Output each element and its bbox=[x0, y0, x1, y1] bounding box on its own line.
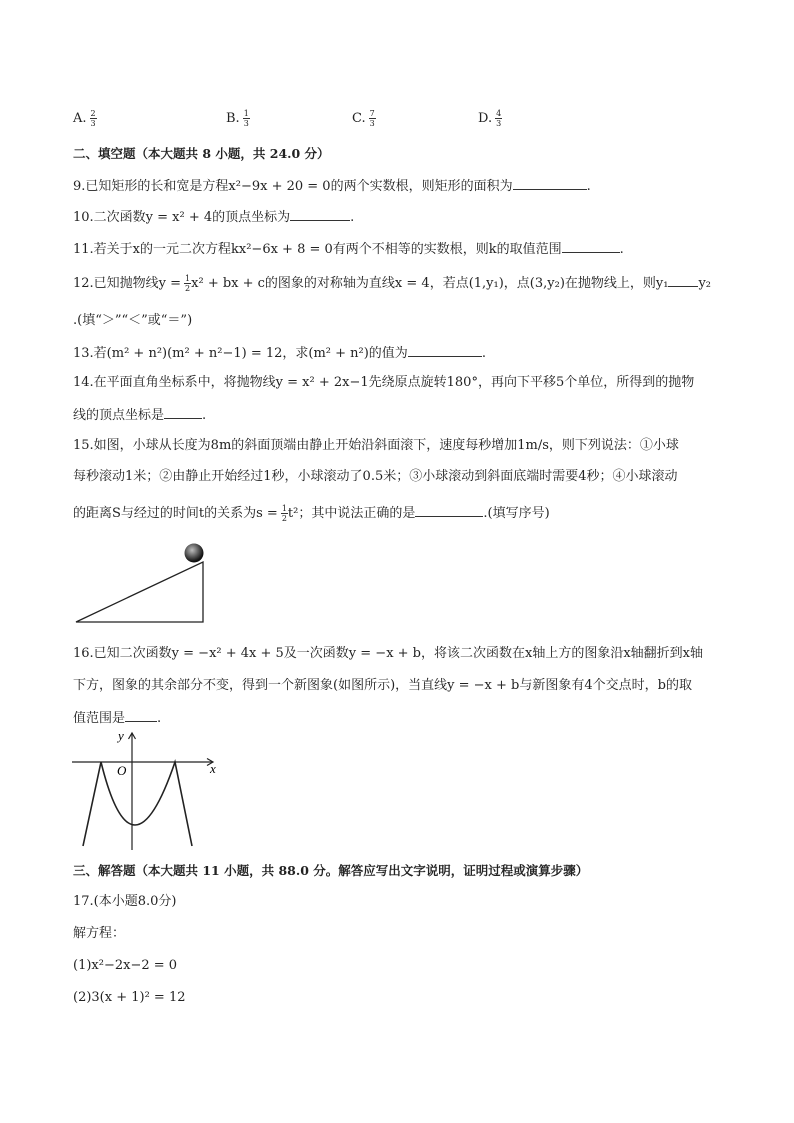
answer-blank[interactable] bbox=[125, 709, 157, 722]
question-10-text: 10.二次函数y = x² + 4的顶点坐标为 bbox=[73, 210, 291, 225]
question-12 bbox=[73, 274, 711, 293]
option-d-fraction: $\frac{4}{3}$ bbox=[496, 109, 502, 128]
question-12-line-2: .(填“＞”“＜”或“＝”) bbox=[73, 313, 193, 328]
question-14-line-1: 14.在平面直角坐标系中，将抛物线y = x² + 2x−1先绕原点旋转180°，再向下平移5个单位，所得到的抛物 bbox=[73, 375, 695, 390]
question-10 bbox=[73, 208, 354, 226]
question-14-end: . bbox=[202, 408, 207, 423]
section-heading-fill-in: 二、填空题（本大题共 8 小题，共 24.0 分） bbox=[73, 146, 330, 161]
question-16-text: 值范围是 bbox=[73, 711, 126, 726]
question-15-fraction: $\frac{1}{2}$ bbox=[281, 504, 287, 523]
question-12-text-c: y₂ bbox=[698, 276, 712, 291]
question-12-text-b: x² + bx + c的图象的对称轴为直线x = 4，若点(1,y₁)，点(3,y₂)在抛物线上，则y₁ bbox=[191, 276, 669, 291]
answer-blank[interactable] bbox=[408, 344, 482, 357]
question-15-line-2: 每秒滚动1米；②由静止开始经过1秒，小球滚动了0.5米；③小球滚动到斜面底端时需要4秒；④小球滚动 bbox=[73, 469, 678, 484]
answer-blank[interactable] bbox=[290, 208, 350, 221]
incline-triangle bbox=[76, 562, 203, 622]
ball-icon bbox=[185, 544, 204, 563]
question-16-end: . bbox=[157, 711, 162, 726]
question-14-line-2 bbox=[73, 406, 206, 424]
question-15-line-1: 15.如图，小球从长度为8m的斜面顶端由静止开始沿斜面滚下，速度每秒增加1m/s，则下列说法：①小球 bbox=[73, 438, 679, 453]
answer-blank[interactable] bbox=[164, 406, 202, 419]
option-a-fraction: $\frac{2}{3}$ bbox=[90, 109, 96, 128]
folded-curve bbox=[83, 762, 192, 846]
option-d-label: D. bbox=[478, 111, 493, 126]
question-13 bbox=[73, 344, 486, 362]
question-17-prompt: 解方程： bbox=[73, 926, 126, 941]
answer-blank[interactable] bbox=[513, 177, 587, 190]
question-11 bbox=[73, 240, 624, 258]
question-17-part-1: (1)x²−2x−2 = 0 bbox=[73, 958, 178, 973]
question-13-text: 13.若(m² + n²)(m² + n²−1) = 12，求(m² + n²)的值为 bbox=[73, 346, 408, 361]
question-17-part-2: (2)3(x + 1)² = 12 bbox=[73, 990, 186, 1005]
option-a-label: A. bbox=[73, 111, 87, 126]
question-15-text-a: 的距离S与经过的时间t的关系为s = bbox=[73, 506, 278, 521]
section-heading-solve: 三、解答题（本大题共 11 小题，共 88.0 分。解答应写出文字说明，证明过程或演算步骤） bbox=[73, 863, 589, 878]
folded-parabola-graph bbox=[68, 728, 224, 852]
question-16-line-1: 16.已知二次函数y = −x² + 4x + 5及一次函数y = −x + b，将该二次函数在x轴上方的图象沿x轴翻折到x轴 bbox=[73, 646, 703, 661]
question-16-line-2: 下方，图象的其余部分不变，得到一个新图象(如图所示)，当直线y = −x + b与新图象有4个交点时，b的取 bbox=[73, 678, 692, 693]
answer-blank[interactable] bbox=[668, 274, 698, 287]
question-12-fraction: $\frac{1}{2}$ bbox=[185, 274, 191, 293]
option-c bbox=[352, 109, 376, 128]
incline-ball-figure bbox=[70, 540, 210, 626]
question-12-text-a: 12.已知抛物线y = bbox=[73, 276, 182, 291]
question-17-title: 17.(本小题8.0分) bbox=[73, 894, 177, 909]
question-15-text-c: .(填写序号) bbox=[483, 506, 550, 521]
question-13-end: . bbox=[481, 346, 486, 361]
question-9-end: . bbox=[586, 179, 591, 194]
question-15-text-b: t²；其中说法正确的是 bbox=[287, 506, 416, 521]
question-11-text: 11.若关于x的一元二次方程kx²−6x + 8 = 0有两个不相等的实数根，则k的取值范围 bbox=[73, 242, 562, 257]
answer-blank[interactable] bbox=[562, 240, 620, 253]
question-11-end: . bbox=[619, 242, 624, 257]
option-b-fraction: $\frac{1}{3}$ bbox=[243, 109, 249, 128]
question-14-text: 线的顶点坐标是 bbox=[73, 408, 165, 423]
question-16-line-3 bbox=[73, 709, 161, 727]
option-b-label: B. bbox=[226, 111, 240, 126]
origin-label: O bbox=[117, 763, 127, 778]
y-axis-label: y bbox=[118, 728, 124, 743]
question-9-text: 9.已知矩形的长和宽是方程x²−9x + 20 = 0的两个实数根，则矩形的面积为 bbox=[73, 179, 513, 194]
option-c-label: C. bbox=[352, 111, 366, 126]
option-a bbox=[73, 109, 97, 128]
option-b bbox=[226, 109, 250, 128]
option-c-fraction: $\frac{7}{3}$ bbox=[369, 109, 375, 128]
question-15-line-3 bbox=[73, 504, 550, 523]
question-9 bbox=[73, 177, 591, 195]
question-10-end: . bbox=[350, 210, 355, 225]
option-d bbox=[478, 109, 502, 128]
answer-blank[interactable] bbox=[415, 504, 483, 517]
x-axis-label: x bbox=[210, 761, 216, 776]
